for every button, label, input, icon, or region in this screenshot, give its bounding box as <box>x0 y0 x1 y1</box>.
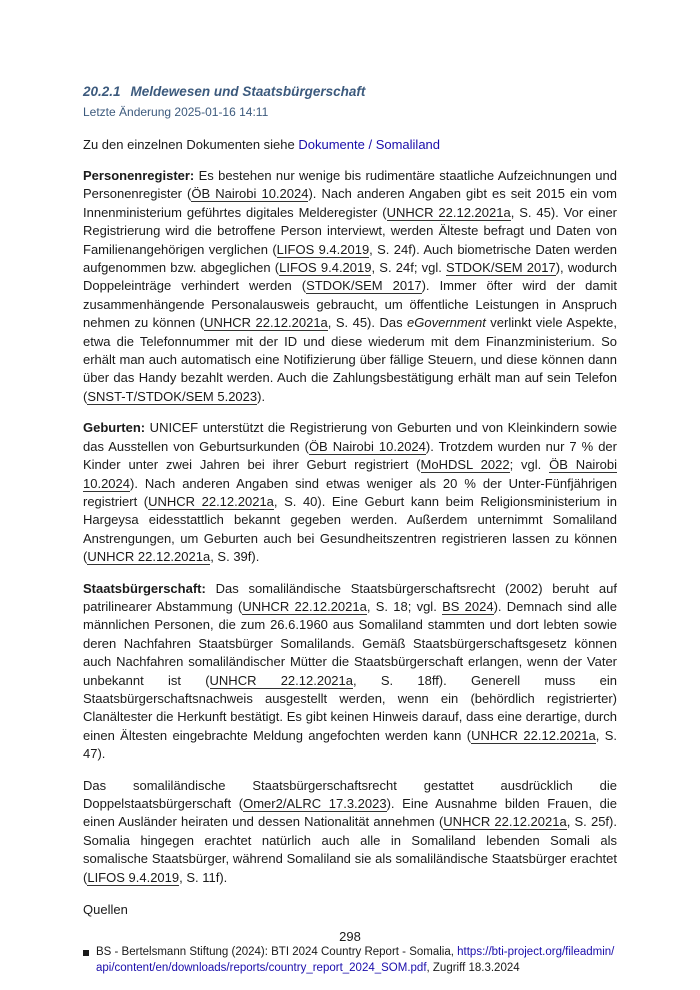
citation-link[interactable]: UNHCR 22.12.2021a <box>242 598 367 614</box>
documents-link[interactable]: Dokumente / Somaliland <box>298 137 441 152</box>
intro-line <box>83 136 617 154</box>
last-change-date: Letzte Änderung 2025-01-16 14:11 <box>83 105 269 119</box>
citation-link[interactable]: MoHDSL 2022 <box>420 457 510 473</box>
citation-link[interactable]: UNHCR 22.12.2021a <box>87 549 211 565</box>
citation-link[interactable]: Omer2/ALRC 17.3.2023 <box>243 796 387 811</box>
source-url-link[interactable]: https://bti-project.org/fileadmin/api/content/en/downloads/reports/country_report_2024_SOM.pdf <box>96 946 615 974</box>
citation-link[interactable]: LIFOS 9.4.2019 <box>87 869 180 885</box>
citation-link[interactable]: ÖB Nairobi 10.2024 <box>191 186 309 202</box>
citation-link[interactable]: UNHCR 22.12.2021a <box>204 315 328 331</box>
citation-link[interactable]: ÖB Nairobi 10.2024 <box>308 438 426 454</box>
citation-link[interactable]: UNHCR 22.12.2021a <box>148 493 274 509</box>
section-title: Meldewesen und Staatsbürgerschaft <box>130 84 366 99</box>
paragraph-staatsbuergerschaft: Staatsbürgerschaft: Das somaliländische Staatsbürgerschaftsrecht (2002) beruht auf patrilinearer Abstammung (UNHCR 22.12.2021a, S. 18; vgl. BS 2024). Demnach sind alle männlichen Personen, die zum 26.6.1960 aus Somaliland stammten und dort lebten sowie deren Nachfahren Staatsbürger Somalilands. Gemäß Staatsbürgerschaftsgesetz können auch Nachfahren somaliländischer Mütter die Staatsbürgerschaft erlangen, wenn der Vater unbekannt ist (UNHCR 22.12.2021a, S. 18ff). Generell muss ein Staatsbürgerschaftsnachweis ausgestellt werden, wenn ein (behördlich registrierter) Clanältester die Herkunft bestätigt. Es gibt keinen Hinweis darauf, dass eine derartige, durch einen Ältesten eingebrachte Meldung angefochten werden kann (UNHCR 22.12.2021a, S. 47). <box>83 580 617 762</box>
section-heading <box>83 83 617 101</box>
citation-link[interactable]: STDOK/SEM 2017 <box>306 278 422 294</box>
intro-text: Zu den einzelnen Dokumenten siehe <box>83 137 299 152</box>
citation-link[interactable]: UNHCR 22.12.2021a <box>443 814 567 830</box>
citation-link[interactable]: STDOK/SEM 2017 <box>446 260 556 276</box>
paragraph-label: Geburten: <box>83 420 146 436</box>
citation-link[interactable]: LIFOS 9.4.2019 <box>279 260 372 276</box>
citation-link[interactable]: UNHCR 22.12.2021a <box>386 204 511 220</box>
citation-link[interactable]: LIFOS 9.4.2019 <box>276 241 370 257</box>
paragraph-label: Personenregister: <box>83 168 195 183</box>
sources-list <box>83 945 617 976</box>
paragraph-geburten: Geburten: UNICEF unterstützt die Registrierung von Geburten und von Kleinkindern sowie das Ausstellen von Geburtsurkunden (ÖB Nairobi 10.2024). Trotzdem wurden nur 7 % der Kinder unter zwei Jahren bei ihrer Geburt registriert (MoHDSL 2022; vgl. ÖB Nairobi 10.2024). Nach anderen Angaben sind etwas weniger als 20 % der Unter-Fünfjährigen registriert (UNHCR 22.12.2021a, S. 40). Eine Geburt kann beim Religionsministerium in Hargeysa eidesstattlich bekannt gegeben werden. Außerdem unternimmt Somaliland Anstrengungen, um Geburten auch bei Gesundheitszentren registrieren lassen zu können (UNHCR 22.12.2021a, S. 39f). <box>83 420 617 565</box>
section-number: 20.2.1 <box>83 84 121 99</box>
bullet-square-icon <box>83 950 89 956</box>
citation-link[interactable]: ÖB Nairobi 10.2024 <box>83 457 617 491</box>
citation-link[interactable]: UNHCR 22.12.2021a <box>209 672 353 688</box>
emphasis-text: eGovernment <box>407 315 486 331</box>
paragraph-doppelstaatsbuergerschaft: Das somaliländische Staatsbürgerschaftsrecht gestattet ausdrücklich die Doppelstaatsbürgerschaft (Omer2/ALRC 17.3.2023). Eine Ausnahme bilden Frauen, die einen Ausländer heiraten und dessen Nationalität annehmen (UNHCR 22.12.2021a, S. 25f). Somalia hingegen erachtet natürlich auch alle in Somaliland lebenden Somali als somalische Staatsbürger, während Somaliland sie als somaliländische Staatsbürger erachtet (LIFOS 9.4.2019, S. 11f). <box>83 777 617 885</box>
citation-link[interactable]: UNHCR 22.12.2021a <box>471 727 596 743</box>
page-number: 298 <box>339 929 361 944</box>
paragraph-personenregister: Personenregister: Es bestehen nur wenige bis rudimentäre staatliche Aufzeichnungen und Personenregister (ÖB Nairobi 10.2024). Nach anderen Angaben gibt es seit 2015 ein vom Innenministerium geführtes digitales Melderegister (UNHCR 22.12.2021a, S. 45). Vor einer Registrierung wird die betroffene Person interviewt, werden Älteste befragt und Daten von Familienangehörigen verglichen (LIFOS 9.4.2019, S. 24f). Auch biometrische Daten werden aufgenommen bzw. abgeglichen (LIFOS 9.4.2019, S. 24f; vgl. STDOK/SEM 2017), wodurch Doppeleinträge verhindert werden (STDOK/SEM 2017). Immer öfter wird der damit zusammenhängende Personalausweis gebraucht, um öffentliche Leistungen in Anspruch nehmen zu können (UNHCR 22.12.2021a, S. 45). Das eGovernment verlinkt viele Aspekte, etwa die Telefonnummer mit der ID und diese wiederum mit dem Finanzministerium. So erhält man auch automatisch eine Notifizierung über fällige Steuern, und diese können dann über das Handy bezahlt werden. Auch die Zahlungsbestätigung erhält man auf sein Telefon (SNST-T/STDOK/SEM 5.2023). <box>83 168 617 404</box>
document-page <box>83 83 617 976</box>
sources-heading: Quellen <box>83 902 128 918</box>
citation-link[interactable]: BS 2024 <box>442 598 494 614</box>
paragraph-label: Staatsbürgerschaft: <box>83 580 206 596</box>
citation-link[interactable]: SNST-T/STDOK/SEM 5.2023 <box>87 388 258 404</box>
source-item: BS - Bertelsmann Stiftung (2024): BTI 2024 Country Report - Somalia, https://bti-project.org/fileadmin/api/content/en/downloads/reports/country_report_2024_SOM.pdf, Zugriff 18.3.2024 <box>83 945 617 976</box>
